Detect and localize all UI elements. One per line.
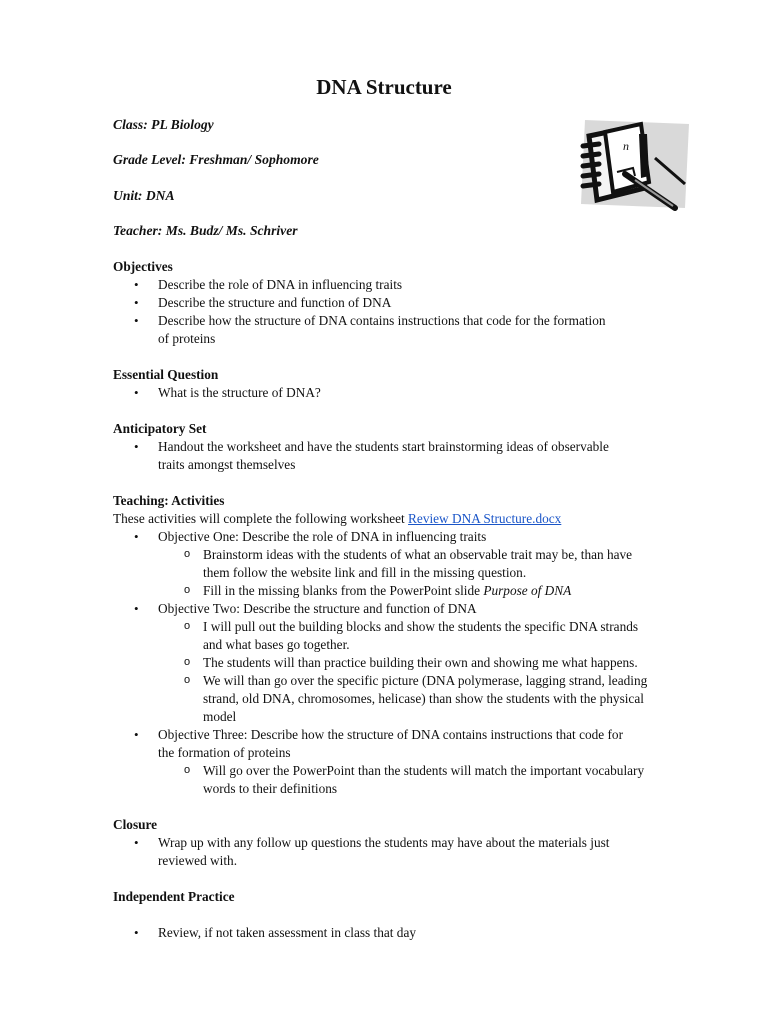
objective-three-item: • Objective Three: Describe how the structure of DNA contains instructions that code for the formation of proteins [113, 726, 638, 762]
unit-line: Unit: DNA [113, 188, 175, 203]
sub-list-item: o We will than go over the specific picture (DNA polymerase, lagging strand, leading strand, old DNA, chromosomes, helicase) than show the students with the physical model [113, 672, 653, 726]
teaching-activities-heading: Teaching: Activities [113, 493, 225, 508]
list-item: • Handout the worksheet and have the students start brainstorming ideas of observable traits amongst themselves [113, 438, 618, 474]
anticipatory-set-list [113, 438, 673, 474]
sub-list-item [113, 582, 673, 600]
anticipatory-set-heading: Anticipatory Set [113, 421, 207, 436]
notebook-with-pen-icon [575, 116, 695, 216]
essential-question-heading: Essential Question [113, 367, 219, 382]
grade-line: Grade Level: Freshman/ Sophomore [113, 152, 319, 167]
sub-list-item: o I will pull out the building blocks and show the students the specific DNA strands and what bases go together. [113, 618, 653, 654]
closure-heading: Closure [113, 817, 158, 832]
worksheet-link[interactable]: Review DNA Structure.docx [408, 511, 562, 526]
teaching-activities-list [113, 528, 673, 798]
sub-item-text: Fill in the missing blanks from the PowerPoint slide [203, 583, 484, 598]
page-title: DNA Structure [316, 75, 452, 99]
list-item: • Describe the role of DNA in influencing traits [113, 276, 673, 294]
independent-practice-heading: Independent Practice [113, 889, 235, 904]
independent-practice-list [113, 924, 673, 942]
lesson-content [113, 258, 673, 942]
list-item: • Review, if not taken assessment in class that day [113, 924, 673, 942]
svg-text:n: n [623, 139, 629, 153]
objective-two-item: • Objective Two: Describe the structure and function of DNA [113, 600, 673, 618]
list-item: • Wrap up with any follow up questions the students may have about the materials just reviewed with. [113, 834, 658, 870]
closure-list [113, 834, 673, 870]
list-item: • Describe how the structure of DNA contains instructions that code for the formation of proteins [113, 312, 618, 348]
objectives-list [113, 276, 673, 348]
sub-list-item: o Will go over the PowerPoint than the students will match the important vocabulary words to their definitions [113, 762, 653, 798]
objective-one-item: • Objective One: Describe the role of DNA in influencing traits [113, 528, 673, 546]
sub-list-item: o Brainstorm ideas with the students of what an observable trait may be, than have them follow the website link and fill in the missing question. [113, 546, 653, 582]
teaching-intro [113, 510, 673, 528]
teacher-line: Teacher: Ms. Budz/ Ms. Schriver [113, 223, 298, 238]
class-line: Class: PL Biology [113, 117, 214, 132]
objectives-heading: Objectives [113, 259, 173, 274]
slide-title: Purpose of DNA [483, 583, 572, 598]
teaching-intro-text: These activities will complete the following worksheet [113, 511, 409, 526]
sub-list-item: o The students will than practice building their own and showing me what happens. [113, 654, 653, 672]
essential-question-list [113, 384, 673, 402]
list-item: • What is the structure of DNA? [113, 384, 673, 402]
list-item: • Describe the structure and function of DNA [113, 294, 673, 312]
